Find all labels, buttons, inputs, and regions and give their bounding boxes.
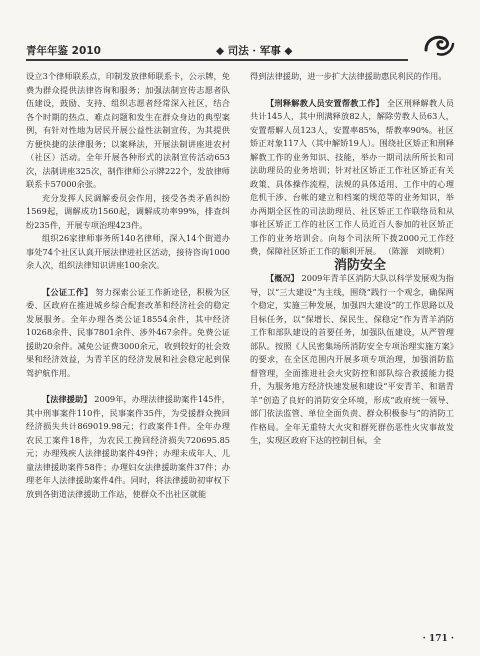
- page-number: · 171 ·: [422, 634, 454, 644]
- notary-heading: 【公证工作】: [42, 286, 93, 297]
- section-title: 消防安全: [333, 257, 386, 273]
- decorative-swirl-icon: [422, 30, 456, 58]
- paragraph: 设立3个律师联系点，印制发放律师联系卡，公示牌，免费为群众提供法律咨询和服务；加强法制宣传志愿者队伍建设，鼓励、支持、组织志愿者经常深入社区，结合各个时期的热点、难点问题和发生在群众身边的典型案例，有针对性地为居民开展公益性法制宣传，为其提供方便快捷的法律服务；以案释法，开展法制讲座进农村（社区）活动。全年开展各种形式的法制宣传活动653次，法制讲座325次，制作律师公示牌222个，发放律师联系卡57000余张。: [26, 71, 230, 189]
- legal-aid-heading: 【法律援助】: [42, 394, 92, 404]
- left-column: [26, 70, 230, 501]
- notary-body: 努力探索公证工作新途径，积极为区委、区政府在推进城乡综合配套改革和经济社会的稳定发展服务。全年办理各类公证18554余件，其中经济10268余件、民事7801余件、涉外467余件。免费公证援助20余件。减免公证费3000余元，收到较好的社会效果和经济效益，为青羊区的经济发展和社会稳定起到保驾护航作用。: [26, 286, 230, 378]
- legal-aid-body: 2009年，办理法律援助案件145件，其中刑事案件110件，民事案件35件，为受援群众挽回经济损失共计869019.98元；行政案件1件。全年办理农民工案件18件，为农民工挽回经济损失720695.85元；办理残疾人法律援助案件49件；办理未成年人、儿童法律援助案件58件；办理妇女法律援助案件37件；办理老年人法律援助案件4件。同时，将法律援助初审权下放到各街道法律援助工作站，使群众不出社区就能: [26, 394, 230, 499]
- resettlement-heading: 【刑释解教人员安置帮教工作】: [266, 97, 384, 108]
- overview-paragraph: [250, 272, 454, 448]
- resettlement-paragraph: [250, 97, 454, 259]
- author-credit: （陈源 刘晓莉）: [383, 246, 450, 256]
- legal-aid-paragraph: [26, 393, 230, 501]
- paragraph: 得到法律援助，进一步扩大法律援助惠民利民的作用。: [250, 71, 447, 81]
- notary-paragraph: [26, 286, 230, 381]
- book-title: 青年年鉴 2010: [26, 45, 101, 57]
- section-label: ◆ 司法 · 军事 ◆: [216, 45, 293, 57]
- header-rule: [26, 59, 408, 61]
- resettlement-body: 全区刑释解教人员共计145人，其中刑满释放82人，解除劳教人员63人，安置帮解人员123人，安置率85%，帮教率90%。社区矫正对象117人（其中解矫19人）。围绕社区矫正和刑释解教工作的业务知识、技能，举办一期司法所所长和司法助理员的业务培训；针对社区矫正工作社区矫正有关政策、具体操作流程，法规的具体适用、工作中的心理危机干涉、台帐的建立和档案的规范等的业务知识，举办两期全区性的司法助理员、社区矫正工作联络员和从事社区矫正工作的社区工作人员近百人参加的社区矫正工作的业务培训会。向每个司法所下拨2000元工作经费，保障社区矫正工作的顺利开展。: [250, 97, 454, 256]
- right-column: [250, 70, 454, 448]
- page-header: [26, 43, 454, 59]
- paragraph: 组织26家律师事务所140名律师，深入14个街道办事处74个社区认真开展法律进社区活动，接待咨询1000余人次，组织法律知识讲座100余次。: [26, 233, 230, 270]
- paragraph: 充分发挥人民调解委员会作用，接受各类矛盾纠纷1569起，调解成功1560起，调解成功率99%，排查纠纷235件，开展专项治理423件。: [26, 192, 230, 230]
- overview-body: 2009年青羊区消防大队以科学发展观为指导，以“三大建设”为主线，围绕“践行一个观念，确保两个稳定，实施三种发展，加强四大建设”的工作思路以及目标任务，以“保增长、保民生、保稳定”作为青羊消防工作和部队建设的首要任务，加强队伍建设，从严管理部队。按照《人民密集场所消防安全专项治理实施方案》的要求，在全区范围内开展多项专项治理，加强消防监督管理，全面推进社会火灾防控和部队综合救援能力提升，为服务地方经济快速发展和建设“平安青羊、和谐青羊”创造了良好的消防安全环境，形成“政府统一领导、部门依法监管、单位全面负责、群众积极参与”的消防工作格局。全年无重特大火灾和群死群伤恶性火灾事故发生，实现区政府下达的控制目标，全: [250, 273, 454, 445]
- overview-heading: 【概况】: [266, 273, 299, 283]
